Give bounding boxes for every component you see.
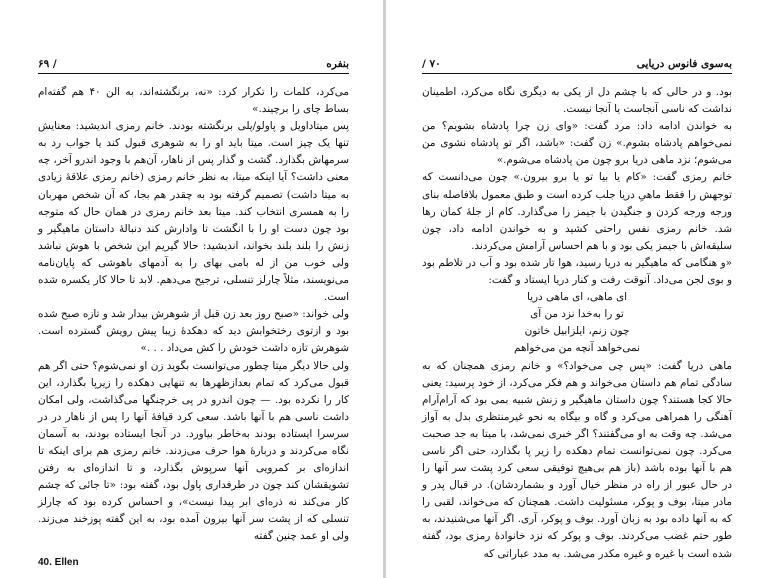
poem-line: تو را به‌خدا نزد من آی (530, 308, 624, 321)
paragraph: می‌کرد، کلمات را تکرار کرد: «نه، برنگشته‌اند، به الن ۴۰ هم گفته‌ام بساط چای را برچیند.» (38, 86, 350, 116)
right-page-header (422, 58, 732, 74)
paragraph: ولی خواند: «صبح روز بعد زن قبل از شوهرش بیدار شد و تازه صبح شده بود و ازتوی رختخوابش دید که دهکدهٔ زیبا پیش رویش گسترده است. شوهرش تازه داشت خودش را کش می‌داد . . .» (38, 308, 349, 355)
right-header-title: به‌سوی فانوس دریایی (636, 58, 732, 70)
paragraph: ولی حالا دیگر میتا چطور می‌توانست بگوید زن او نمی‌شوم؟ حتی اگر هم قبول می‌کرد که تمام بعدازظهرها به تنهایی دهکده را زیرپا بگذارد، این کار را نکرده بود. — چون اندرو در پی خرچنگها می‌گذاشت، ولی امکان داشت ناسی هم با آنها باشد. سعی کرد قیافهٔ آنها را پس از ناهار در در سرسرا ایستاده بودند به‌خاطر بیاورد. در آنجا ایستاده بودند، به آسمان نگاه می‌کردند و دربارهٔ هوا حرف می‌زدند. خانم رمزی هم برای اینکه تا اندازه‌ای بر کمرویی آنها سرپوش بگذارد، و تا اندازه‌ای به رفتن تشویقشان کند چون در طرفداری پاول بود، گفته بود: «تا جائی که چشم کار می‌کند نه ذره‌ای ابر پیدا نیست»، و احساس کرده بود که چارلز تنسلی که از پشت سر آنها بیرون آمده بود، به این گفته پوزخند می‌زند. ولی او عمد چنین گفته (38, 359, 349, 543)
poem-line: چون زنم، ایلزابیل خاتون (524, 325, 630, 338)
paragraph: به خواندن ادامه داد: مرد گفت: «وای زن چرا پادشاه بشویم؟ من نمی‌خواهم پادشاه بشوم.» زن گفت: «باشد، اگر تو پادشاه نشوی من می‌شوم؛ نزد ماهی دریا برو چون من پادشاه می‌شوم.» (422, 120, 732, 167)
poem-line: نمی‌خواهد آنچه من می‌خواهم (514, 342, 640, 355)
paragraph: خانم رمزی گفت: «کام یا بیا تو یا برو بیرون.» چون می‌دانست که توجهش را فقط ماهیِ دریا جلب کرده است و طبق معمول بلافاصله بنای ورجه ورجه کردن و جنگیدن با جیمز را می‌گذارد. کام از جلهٔ کمان رها شد. خانم رمزی نفس راحتی کشید و به خواندن ادامه داد، چون سلیقه‌اش با جیمز یکی بود و با هم احساس آرامش می‌کردند. (422, 171, 732, 252)
left-page (0, 0, 383, 578)
paragraph: «و هنگامی که ماهیگیر به دریا رسید، هوا تار شده بود و آب در تلاطم بود و بوی لجن می‌داد. آنوقت رفت و کنار دریا ایستاد و گفت: (422, 256, 732, 287)
paragraph: ماهی دریا گفت: «پس چی می‌خواد؟» و خانم رمزی همچنان که به سادگی تمام هم داستان می‌خواند و هم فکر می‌کرد، از خود پرسید: یعنی حالا کجا هستند؟ چون داستان ماهیگیر و زنش شبیه بمی بود که آرام‌آرام آهنگی را همراهی می‌کرد و گاه و بیگاه به نحو غیرمنتظری بدل به آواز می‌شد. چه وقت به او می‌گفتند؟ اگر خبری نمی‌شد، با میتا به جد صحبت می‌کرد. چون نمی‌توانست تمام دهکده را زیر پا بگذارد، حتی اگر ناسی هم با آنها بوده باشد (باز هم بی‌هیچ توفیقی سعی کرد پشت سر آنها را در حال عبور از راه در منظر خیال آورد و بشماردشان). در قبال پدر و مادر میتا، بوف و پوکر، مسئولیت داشت. همچنان که می‌خواند، لقبی را که به آنها داده بود به زبان آورد. بوف و پوکر، آری. اگر آنها می‌شنیدند، به طور حتم غضب می‌کردند. بوف و پوکر که نزد خانوادهٔ رمزی بود، گفته شده است با غیره و غیره مکدر می‌شد. به مدد عباراتی که (422, 359, 732, 560)
left-page-header (38, 58, 349, 74)
paragraph: پس میتاداویل و پاولو/پلی برنگشته بودند. خانم رمزی اندیشید: معنایش تنها یک چیز است. میتا باید او را به شوهری قبول کند یا جواب رد به سرمهاش بگذارد. گشت و گذار پس از ناهار، آن‌هم با وجود اندرو آخر، چه معنی داشت؟ آیا اینکه میتا، به نظر خانم رمزی (خانم رمزی علاقهٔ زیادی به میتا داشت) تصمیم گرفته بود به چقدر هم بجا، که آن شخص مهربان را به همسری انتخاب کند. میتا بعد خانم رمزی در همان حال که متوجه بود چون دست او را با انگشت تا وادارش کند دنبالهٔ داستان ماهیگیر و زنش را بلند بلند بخواند، اندیشید: حالا گیریم این شخص با هوش نباشد ولی خوب من از له بامی بهای را به آدمهای باهوشی که پایان‌نامه می‌نویسند، مثلاً چارلز تنسلی، ترجیح می‌دهم. لابد تا حالا کار یکسره شده است. (38, 120, 349, 304)
right-page-number: ۷۰ / (422, 58, 441, 70)
left-page-body (38, 84, 349, 546)
footnote: 40. Ellen (38, 557, 79, 568)
poem-line: ای ماهی، ای ماهی دریا (526, 291, 628, 304)
right-page-body (422, 84, 732, 563)
left-header-title: بنفره (326, 58, 349, 70)
paragraph: بود. و در حالی که با چشم دل از یکی به دیگری نگاه می‌کرد، اطمینان نداشت که ناسی آنجاست یا آنجا نیست. (422, 86, 732, 116)
left-page-number: / ۶۹ (38, 58, 57, 70)
right-page (386, 0, 768, 578)
